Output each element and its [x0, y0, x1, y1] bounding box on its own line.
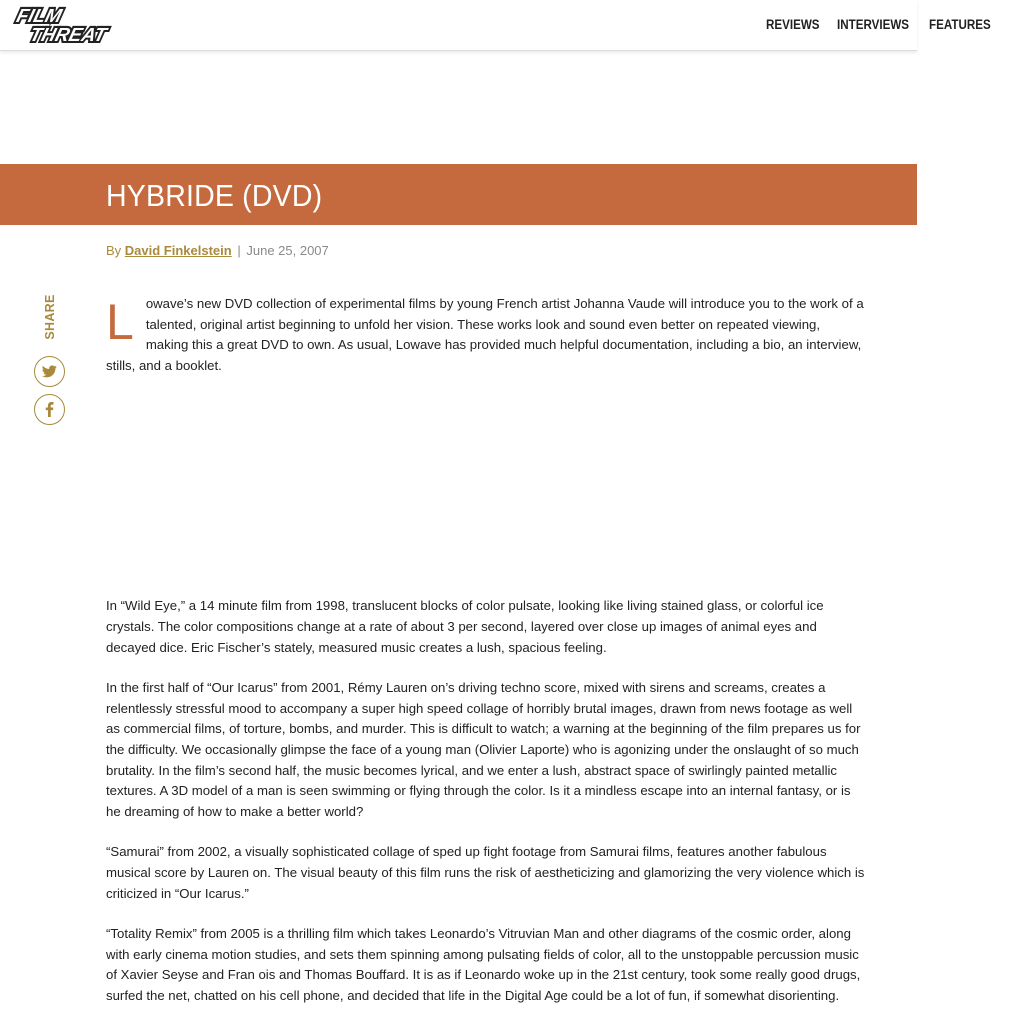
nav-interviews[interactable]: INTERVIEWS: [836, 17, 909, 32]
site-header: [0, 0, 991, 51]
share-twitter-button[interactable]: [34, 356, 65, 387]
nav-features[interactable]: FEATURES: [928, 17, 991, 32]
main-nav: [766, 16, 1015, 34]
logo-line2: THREAT: [27, 25, 109, 46]
article-body: [106, 294, 866, 1026]
byline-separator: |: [237, 243, 241, 258]
article-paragraph: “Samurai” from 2002, a visually sophisticated collage of sped up fight footage from Samurai films, features another fabulous musical score by Lauren on. The visual beauty of this film runs the risk of aestheticizing and glamorizing the very violence which is criticized in “Our Icarus.”: [106, 844, 865, 901]
film-threat-logo[interactable]: [10, 4, 126, 46]
intro-paragraph: [106, 294, 866, 376]
page-title: HYBRIDE (DVD): [106, 178, 323, 213]
facebook-icon: [45, 402, 54, 417]
author-link[interactable]: David Finkelstein: [124, 243, 232, 258]
byline-prefix: By: [106, 243, 122, 258]
share-facebook-button[interactable]: [34, 394, 65, 425]
publish-date: June 25, 2007: [246, 243, 329, 258]
share-label-text: SHARE: [43, 294, 57, 340]
nav-reviews[interactable]: REVIEWS: [766, 17, 820, 32]
article-paragraph: “Totality Remix” from 2005 is a thrilling film which takes Leonardo’s Vitruvian Man and other diagrams of the cosmic order, along with early cinema motion studies, and sets them spinning among pulsating fields of color, all to the unstoppable percussion music of Xavier Seyse and Fran ois and Thomas Bouffard. It is as if Leonardo woke up in the 21st century, took some really good drugs, surfed the net, chatted on his cell phone, and decided that life in the Digital Age could be a lot of fun, if somewhat disorienting.: [106, 926, 861, 1003]
ad-space: [106, 376, 866, 596]
twitter-icon: [42, 365, 57, 378]
intro-text: owave’s new DVD collection of experimental films by young French artist Johanna Vaude will introduce you to the work of a talented, original artist beginning to unfold her vision. These works look and sound even better on repeated viewing, making this a great DVD to own. As usual, Lowave has provided much helpful documentation, including a bio, an interview, stills, and a booklet.: [106, 296, 864, 373]
logo-line1: FILM: [14, 6, 64, 27]
title-band: [0, 164, 917, 225]
article-paragraph: In the first half of “Our Icarus” from 2001, Rémy Lauren on’s driving techno score, mixed with sirens and screams, creates a relentlessly stressful mood to accompany a super high speed collage of horribly brutal images, drawn from news footage as well as commercial films, of torture, bombs, and murder. This is difficult to watch; a warning at the beginning of the film prepares us for the difficulty. We occasionally glimpse the face of a young man (Olivier Laporte) who is agonizing under the onslaught of so much brutality. In the film’s second half, the music becomes lyrical, and we enter a lush, abstract space of swirlingly painted metallic textures. A 3D model of a man is seen swimming or flying through the color. Is it a mindless escape into an internal fantasy, or is he dreaming of how to make a better world?: [106, 680, 861, 819]
article-paragraph: In “Wild Eye,” a 14 minute film from 1998, translucent blocks of color pulsate, looking like living stained glass, or colorful ice crystals. The color compositions change at a rate of about 3 per second, layered over close up images of animal eyes and decayed dice. Eric Fischer’s stately, measured music creates a lush, spacious feeling.: [106, 598, 824, 655]
share-label: [36, 294, 64, 340]
byline: [106, 243, 329, 258]
drop-cap: L: [106, 294, 134, 350]
